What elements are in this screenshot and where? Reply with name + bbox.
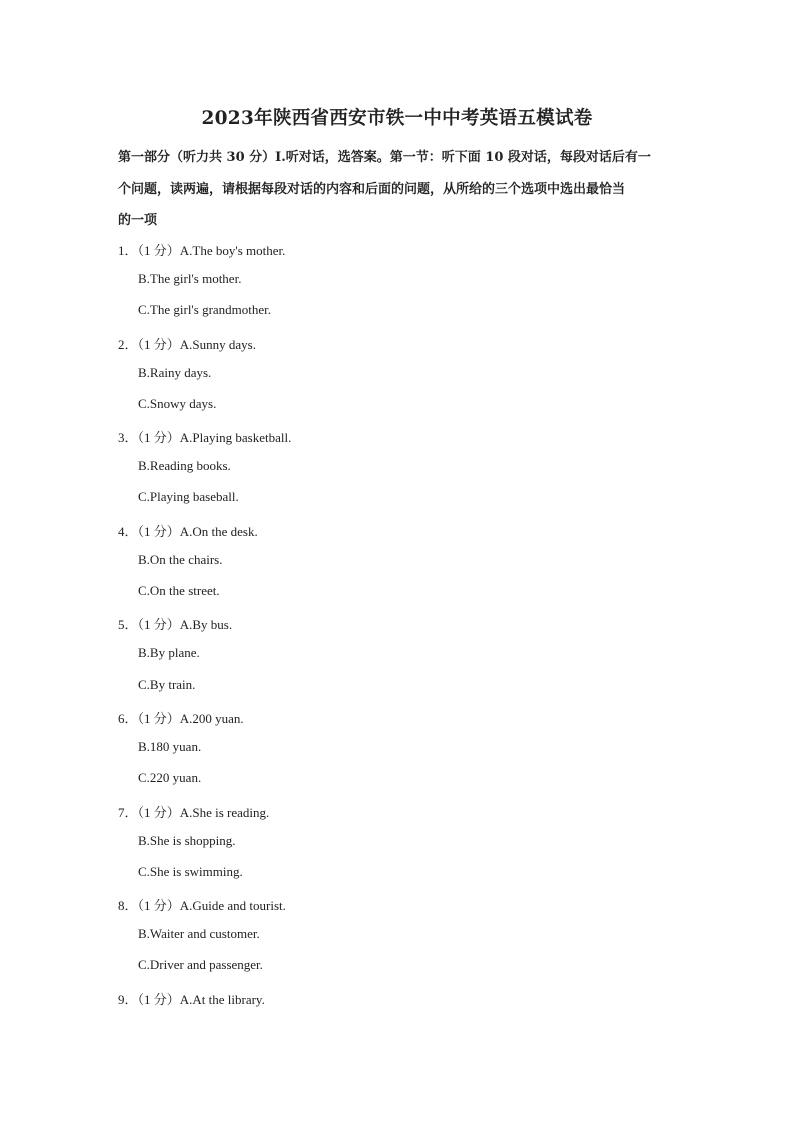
question-6: 6．（1 分）A.200 yuan.	[118, 711, 244, 726]
question-8: 8．（1 分）A.Guide and tourist.	[118, 898, 286, 913]
question-3-option-c: C.Playing baseball.	[138, 489, 239, 504]
page-title: 2023年陕西省西安市铁一中中考英语五模试卷	[201, 108, 593, 129]
question-3: 3．（1 分）A.Playing basketball.	[118, 430, 292, 445]
question-6-option-b: B.180 yuan.	[138, 739, 202, 754]
question-7: 7．（1 分）A.She is reading.	[118, 805, 270, 820]
instruction-line-1: 第一部分（听力共 30 分）I.听对话，选答案。第一节：听下面 10 段对话，每段对话后有一	[118, 150, 651, 165]
question-4-option-b: B.On the chairs.	[138, 552, 223, 567]
question-6-option-c: C.220 yuan.	[138, 770, 202, 785]
question-9: 9．（1 分）A.At the library.	[118, 992, 265, 1007]
question-3-option-b: B.Reading books.	[138, 458, 231, 473]
question-5-option-b: B.By plane.	[138, 645, 200, 660]
question-2: 2．（1 分）A.Sunny days.	[118, 337, 256, 352]
question-1-option-c: C.The girl's grandmother.	[138, 302, 272, 317]
question-2-option-b: B.Rainy days.	[138, 365, 212, 380]
question-8-option-c: C.Driver and passenger.	[138, 957, 263, 972]
question-5: 5．（1 分）A.By bus.	[118, 617, 233, 632]
question-5-option-c: C.By train.	[138, 677, 196, 692]
question-4-option-c: C.On the street.	[138, 583, 220, 598]
instruction-line-3: 的一项	[118, 213, 158, 228]
question-1-option-b: B.The girl's mother.	[138, 271, 242, 286]
instruction-line-2: 个问题，读两遍，请根据每段对话的内容和后面的问题，从所给的三个选项中选出最恰当	[118, 182, 626, 197]
question-7-option-c: C.She is swimming.	[138, 864, 243, 879]
question-1: 1．（1 分）A.The boy's mother.	[118, 243, 286, 258]
question-2-option-c: C.Snowy days.	[138, 396, 217, 411]
question-7-option-b: B.She is shopping.	[138, 833, 236, 848]
question-8-option-b: B.Waiter and customer.	[138, 926, 260, 941]
question-4: 4．（1 分）A.On the desk.	[118, 524, 258, 539]
